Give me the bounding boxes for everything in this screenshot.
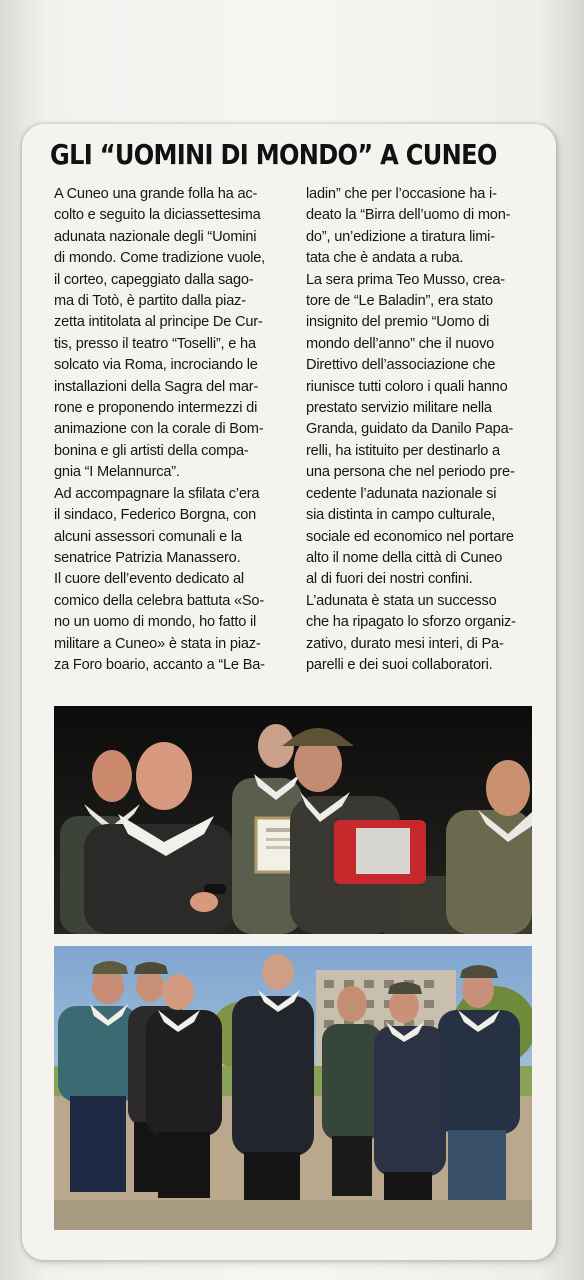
article-line: insignito del premio “Uomo di xyxy=(306,314,490,331)
article-line: alto il nome della città di Cuneo xyxy=(306,549,503,566)
article-line: comico della celebra battuta «So- xyxy=(54,592,264,609)
photo-group-outdoor xyxy=(54,946,532,1230)
article-line: alcuni assessori comunali e la xyxy=(54,528,242,545)
article-line: Granda, guidato da Danilo Papa- xyxy=(306,421,514,438)
article-line: za Foro boario, accanto a “Le Ba- xyxy=(54,656,265,673)
article-line: riunisce tutti coloro i quali hanno xyxy=(306,378,508,395)
article-line: Il cuore dell’evento dedicato al xyxy=(54,571,244,588)
article-line: sia distinta in campo culturale, xyxy=(306,507,496,524)
article-line: sociale ed economico nel portare xyxy=(306,528,514,545)
article-line: cedente l’adunata nazionale si xyxy=(306,485,497,502)
article-line: senatrice Patrizia Manassero. xyxy=(54,549,241,566)
article-line: deato la “Birra dell’uomo di mon- xyxy=(306,207,511,224)
article-column-left xyxy=(54,184,290,676)
photo-award-ceremony xyxy=(54,706,532,934)
article-line: tis, presso il teatro “Toselli”, e ha xyxy=(54,335,256,352)
article-line: zativo, durato mesi interi, di Pa- xyxy=(306,635,504,652)
article-line: tata che è andata a ruba. xyxy=(306,250,464,267)
article-line: ma di Totò, è partito dalla piaz- xyxy=(54,293,246,310)
article-line: parelli e dei suoi collaboratori. xyxy=(306,656,493,673)
article-line: prestato servizio militare nella xyxy=(306,400,492,417)
article-line: militare a Cuneo» è stata in piaz- xyxy=(54,635,261,652)
article-line: no un uomo di mondo, ho fatto il xyxy=(54,614,257,631)
article-line: tore de “Le Baladin”, era stato xyxy=(306,293,493,310)
article-line: installazioni della Sagra del mar- xyxy=(54,378,259,395)
article-line: solcato via Roma, incrociando le xyxy=(54,357,258,374)
article-line: animazione con la corale di Bom- xyxy=(54,421,264,438)
article-line: rone e proponendo intermezzi di xyxy=(54,400,258,417)
article-line: adunata nazionale degli “Uomini xyxy=(54,228,257,245)
article-line: il sindaco, Federico Borgna, con xyxy=(54,507,257,524)
article-line: A Cuneo una grande folla ha ac- xyxy=(54,186,258,202)
article-line: La sera prima Teo Musso, crea- xyxy=(306,271,505,288)
article-title: GLI “UOMINI DI MONDO” A CUNEO xyxy=(50,138,497,171)
article-line: una persona che nel periodo pre- xyxy=(306,464,515,481)
article-line: al di fuori dei nostri confini. xyxy=(306,571,473,588)
article-line: L’adunata è stata un successo xyxy=(306,592,497,609)
article-line: che ha ripagato lo sforzo organiz- xyxy=(306,614,516,631)
article-line: relli, ha istituito per destinarlo a xyxy=(306,442,500,459)
article-line: zetta intitolata al principe De Cur- xyxy=(54,314,263,331)
article-line: colto e seguito la diciassettesima xyxy=(54,207,261,224)
article-line: bonina e gli artisti della compa- xyxy=(54,442,249,459)
article-column-right xyxy=(306,184,534,676)
article-line: ladin” che per l’occasione ha i- xyxy=(306,186,497,202)
article-line: gnia “I Melannurca”. xyxy=(54,464,180,481)
article-line: di mondo. Come tradizione vuole, xyxy=(54,250,266,267)
article-line: il corteo, capeggiato dalla sago- xyxy=(54,271,254,288)
article-line: Direttivo dell’associazione che xyxy=(306,357,496,374)
article-line: do”, un’edizione a tiratura limi- xyxy=(306,228,495,245)
article-line: mondo dell’anno” che il nuovo xyxy=(306,335,495,352)
article-line: Ad accompagnare la sfilata c’era xyxy=(54,485,260,502)
